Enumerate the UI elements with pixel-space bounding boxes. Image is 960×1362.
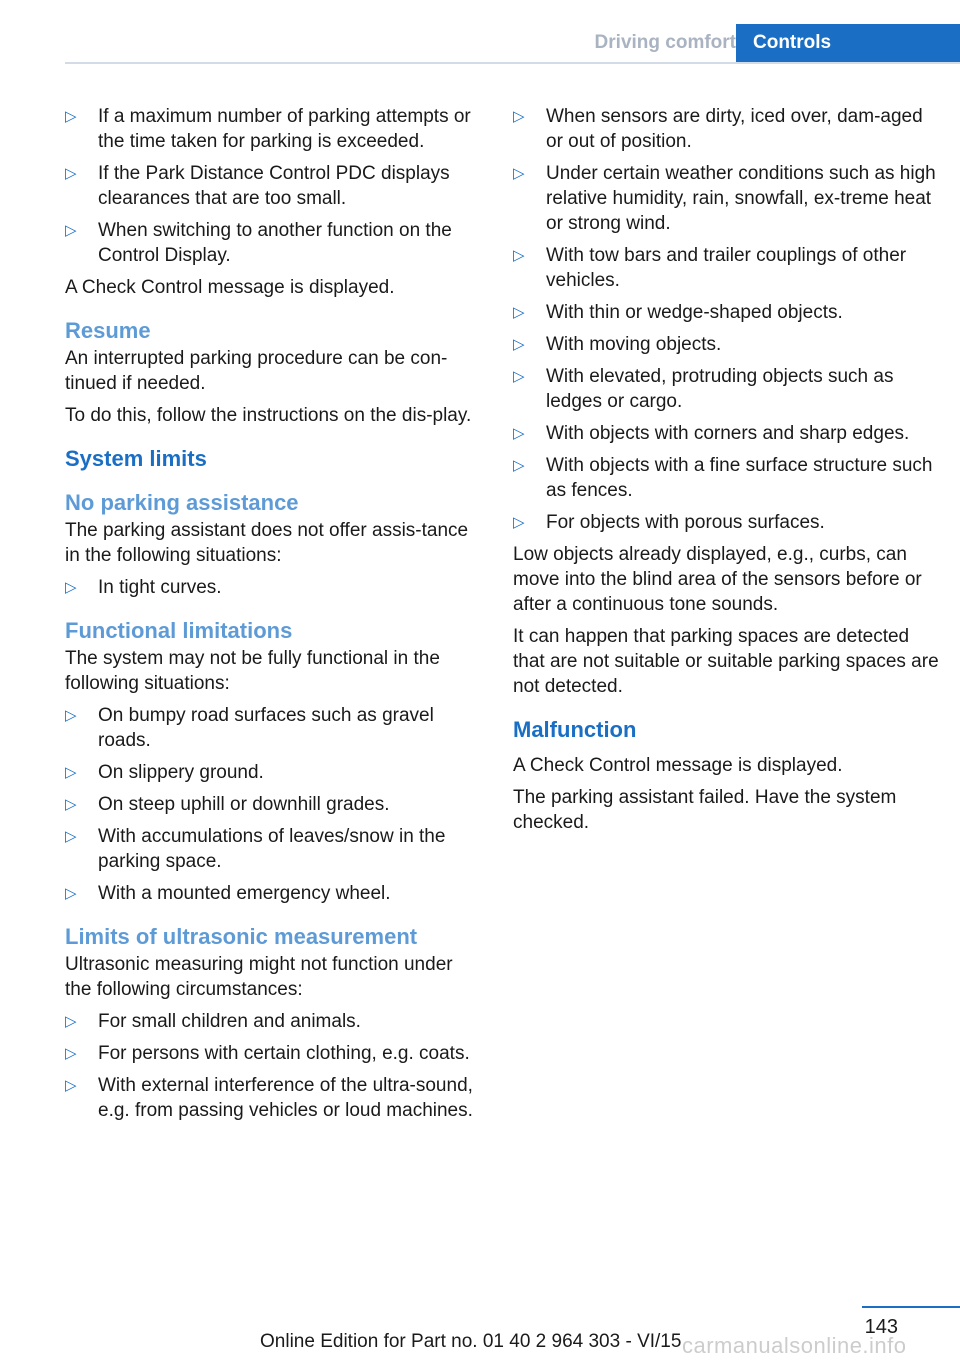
right-column [513,104,943,842]
no-parking-list [65,575,481,600]
triangle-bullet-icon: ▷ [513,425,525,442]
page-header [65,24,960,64]
heading-no-parking-assistance: No parking assistance [65,490,299,515]
paragraph: The parking assistant does not offer assis‐tance in the following situations: [65,520,469,566]
triangle-bullet-icon: ▷ [65,764,77,781]
list-item: ▷ If a maximum number of parking attempts or the time taken for parking is exceeded. [65,106,471,152]
list-item: ▷ When switching to another function on the Control Display. [65,220,452,266]
paragraph: The parking assistant failed. Have the system checked. [513,787,897,833]
list-item: ▷ In tight curves. [65,577,222,598]
paragraph: A Check Control message is displayed. [513,755,843,776]
paragraph: Ultrasonic measuring might not function under the following circumstances: [65,954,453,1000]
list-item: ▷ For small children and animals. [65,1011,361,1032]
triangle-bullet-icon: ▷ [65,828,77,845]
list-item: ▷ With objects with corners and sharp edges. [513,423,910,444]
list-item: ▷ Under certain weather conditions such as high relative humidity, rain, snowfall, ex‐treme heat or strong wind. [513,163,936,234]
page-number-rule [862,1306,960,1308]
heading-malfunction: Malfunction [513,717,637,742]
heading-resume: Resume [65,318,151,343]
triangle-bullet-icon: ▷ [65,1077,77,1094]
list-item: ▷ With thin or wedge-shaped objects. [513,302,843,323]
list-item: ▷ On steep uphill or downhill grades. [65,794,390,815]
triangle-bullet-icon: ▷ [65,1013,77,1030]
heading-functional-limitations: Functional limitations [65,618,293,643]
left-column [65,104,481,1130]
list-item: ▷ With tow bars and trailer couplings of other vehicles. [513,245,907,291]
heading-ultrasonic-limits: Limits of ultrasonic measurement [65,924,418,949]
functional-list [65,703,481,906]
paragraph: The system may not be fully functional in the following situations: [65,648,440,694]
list-item: ▷ For persons with certain clothing, e.g. coats. [65,1043,470,1064]
list-item: ▷ With elevated, protruding objects such as ledges or cargo. [513,366,894,412]
intro-list [65,104,481,268]
paragraph: It can happen that parking spaces are detected that are not suitable or suitable parking spaces are not detected. [513,626,939,697]
list-item: ▷ With moving objects. [513,334,722,355]
paragraph: A Check Control message is displayed. [65,277,395,298]
triangle-bullet-icon: ▷ [65,579,77,596]
triangle-bullet-icon: ▷ [65,1045,77,1062]
list-item: ▷ When sensors are dirty, iced over, dam‐aged or out of position. [513,106,923,152]
list-item: ▷ If the Park Distance Control PDC displays clearances that are too small. [65,163,450,209]
footer-edition: Online Edition for Part no. 01 40 2 964 303 - VI/15 [260,1331,682,1352]
list-item: ▷ With accumulations of leaves/snow in the parking space. [65,826,446,872]
triangle-bullet-icon: ▷ [65,108,77,125]
ultrasonic-list [65,1009,481,1123]
triangle-bullet-icon: ▷ [513,336,525,353]
list-item: ▷ On slippery ground. [65,762,264,783]
list-item: ▷ With external interference of the ultra‐sound, e.g. from passing vehicles or loud machines. [65,1075,473,1121]
triangle-bullet-icon: ▷ [513,247,525,264]
paragraph: Low objects already displayed, e.g., curbs, can move into the blind area of the sensors before or after a continuous tone sounds. [513,544,922,615]
triangle-bullet-icon: ▷ [513,108,525,125]
list-item: ▷ With a mounted emergency wheel. [65,883,391,904]
list-item: ▷ For objects with porous surfaces. [513,512,825,533]
list-item: ▷ On bumpy road surfaces such as gravel roads. [65,705,434,751]
triangle-bullet-icon: ▷ [513,304,525,321]
watermark: carmanualsonline.info [682,1333,907,1358]
triangle-bullet-icon: ▷ [513,165,525,182]
triangle-bullet-icon: ▷ [65,222,77,239]
triangle-bullet-icon: ▷ [65,885,77,902]
triangle-bullet-icon: ▷ [513,514,525,531]
paragraph: An interrupted parking procedure can be con‐tinued if needed. [65,348,448,394]
heading-system-limits: System limits [65,446,207,471]
triangle-bullet-icon: ▷ [65,796,77,813]
list-item: ▷ With objects with a fine surface structure such as fences. [513,455,933,501]
triangle-bullet-icon: ▷ [65,707,77,724]
paragraph: To do this, follow the instructions on the dis‐play. [65,405,472,426]
circumstances-list [513,104,943,535]
triangle-bullet-icon: ▷ [513,368,525,385]
triangle-bullet-icon: ▷ [65,165,77,182]
header-chapter-tab: Controls [736,24,960,62]
triangle-bullet-icon: ▷ [513,457,525,474]
header-section-title: Driving comfort [594,32,736,53]
page-number: 143 [864,1316,898,1338]
